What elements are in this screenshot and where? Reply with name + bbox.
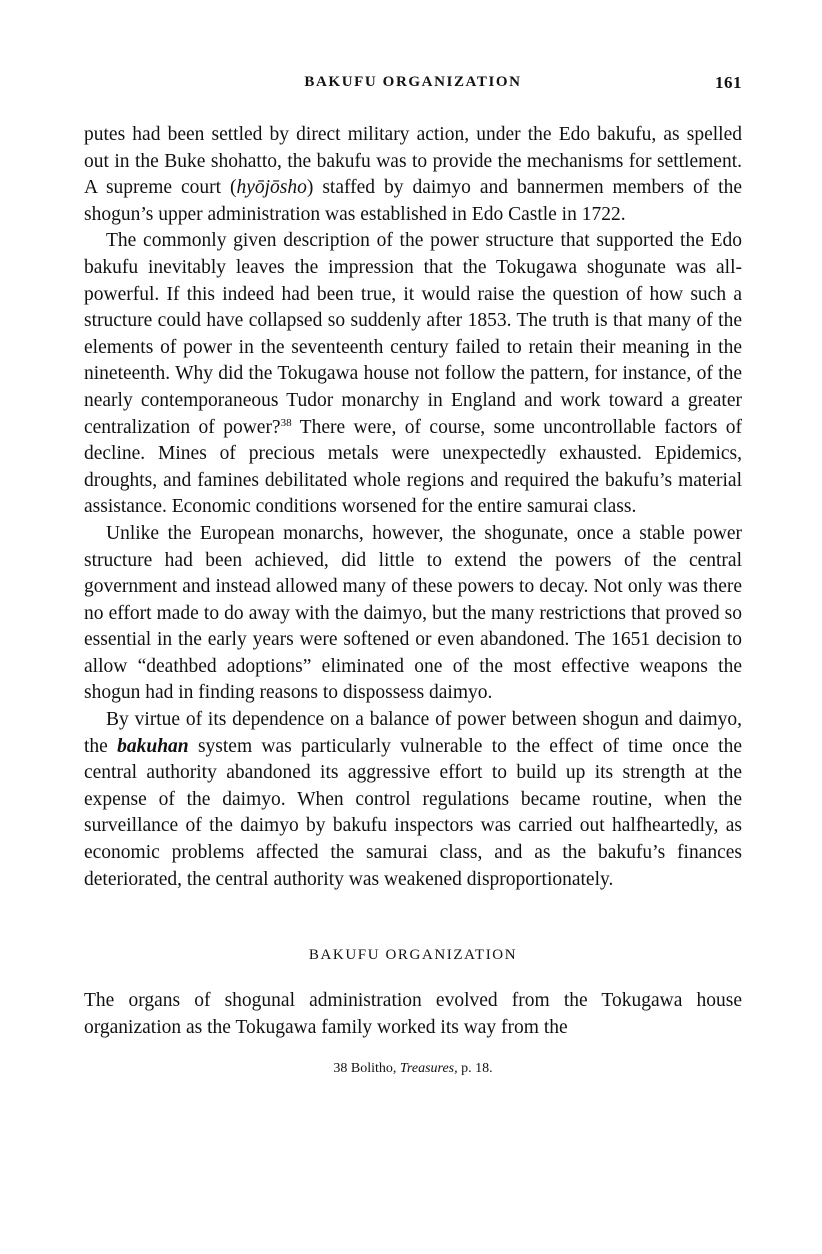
footnote-author: Bolitho,: [350, 1061, 397, 1077]
text-run: Unlike the European monarchs, however, the shogunate, once a stable power structure had been achieved, did little to extend the powers of the central government and instead allowed many of these powers to decay. Not only was there no effort made to do away with the daimyo, but the many restrictions that proved so essential in the early years were softened or even abandoned. The 1651 decision to allow “deathbed adoptions” eliminated one of the most effective weapons the shogun had in finding reasons to dispossess daimyo.: [84, 522, 742, 704]
footnote-work-title: Treasures,: [399, 1061, 458, 1077]
running-head-title: BAKUFU ORGANIZATION: [304, 74, 522, 90]
text-run: ) staffed by daimyo and bannermen members of the shogun’s upper administration was established in Edo Castle in 1722.: [84, 177, 742, 225]
emphasized-term: bakuhan: [117, 735, 189, 757]
book-page: [84, 70, 742, 1077]
footnote-reference: 38: [280, 416, 292, 429]
text-run: The commonly given description of the power structure that supported the Edo bakufu inevitably leaves the impression that the Tokugawa shogunate was all-powerful. If this indeed had been true, it would raise the question of how such a structure could have collapsed so suddenly after 1853. The truth is that many of the elements of power in the seventeenth century failed to retain their meaning in the nineteenth. Why did the Tokugawa house not follow the pattern, for instance, of the nearly contemporaneous Tudor monarchy in England and work toward a greater centralization of power?: [84, 230, 742, 438]
page-number: 161: [715, 73, 742, 92]
body-text: [84, 122, 742, 893]
text-run: system was particularly vulnerable to the effect of time once the central authority abandoned its aggressive effort to build up its strength at the expense of the daimyo. When control regulations became routine, when the surveillance of the daimyo by bakufu inspectors was carried out halfheartedly, as economic problems affected the samurai class, and as the bakufu’s finances deteriorated, the central authority was weakened disproportionately.: [84, 735, 742, 890]
body-paragraph: [84, 521, 742, 707]
italic-term: hyōjōsho: [236, 177, 307, 199]
footnote: [84, 1061, 742, 1077]
body-paragraph: [84, 707, 742, 893]
footnote-pages: p. 18.: [461, 1061, 493, 1077]
section-heading: BAKUFU ORGANIZATION: [308, 947, 518, 964]
text-run: putes had been settled by direct military action, under the Edo bakufu, as spelled out in the Buke shohatto, the bakufu was to provide the mechanisms for settlement. A supreme court (: [84, 124, 742, 199]
text-run: There were, of course, some uncontrollable factors of decline. Mines of precious metals were unexpectedly exhausted. Epidemics, droughts, and famines debilitated whole regions and required the bakufu’s material assistance. Economic conditions worsened for the entire samurai class.: [84, 416, 742, 518]
body-paragraph: [84, 122, 742, 228]
footnote-number: 38: [333, 1061, 348, 1077]
running-head: [84, 70, 742, 98]
body-paragraph: [84, 228, 742, 521]
section-paragraph: The organs of shogunal administration evolved from the Tokugawa house organization as the Tokugawa family worked its way from the: [84, 990, 742, 1038]
text-run: By virtue of its dependence on a balance of power between shogun and daimyo, the: [84, 709, 742, 757]
